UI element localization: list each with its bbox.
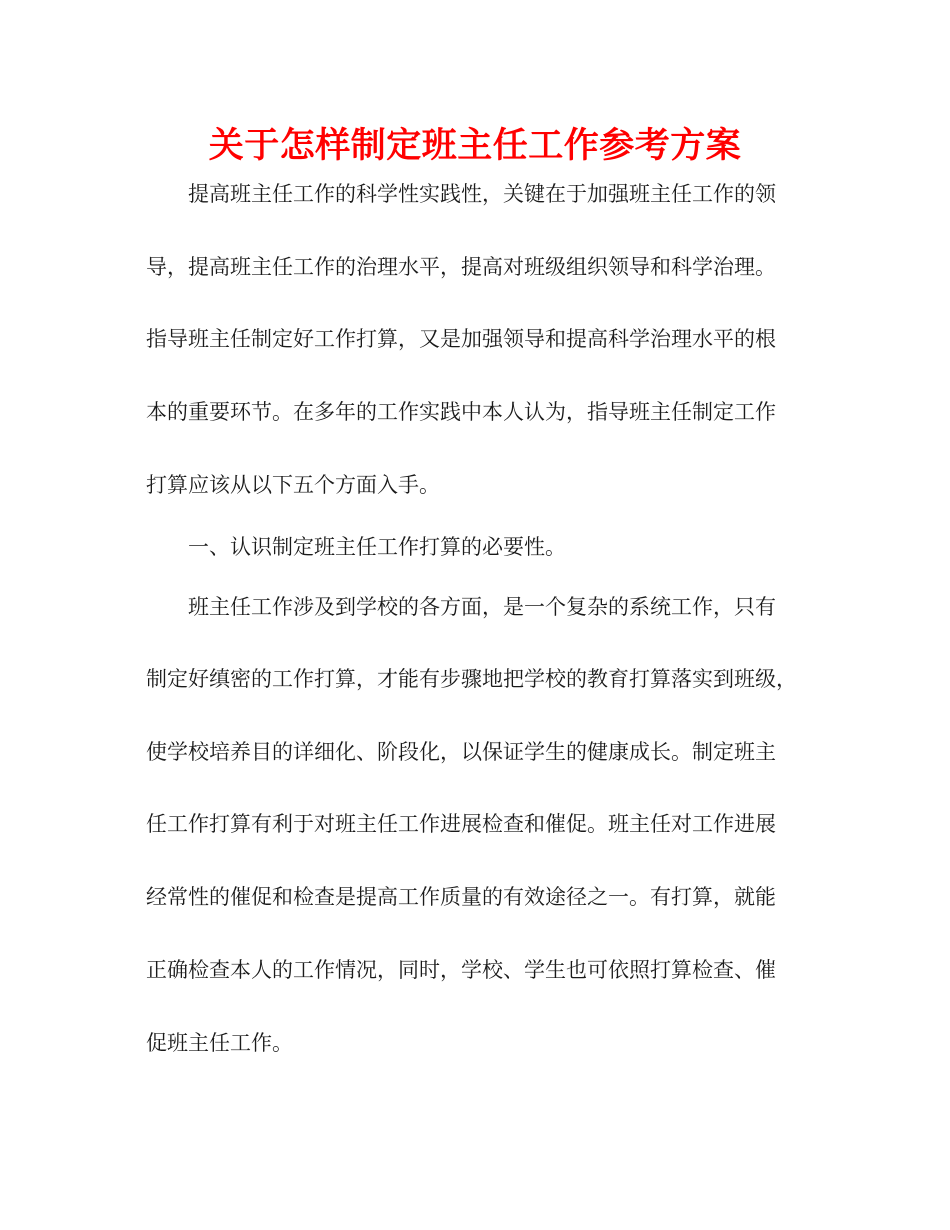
line-text: 指导班主任制定好工作打算，又是加强领导和提高科学治理水平的根 — [146, 327, 776, 351]
line-text: 本的重要环节。在多年的工作实践中本人认为，指导班主任制定工作 — [146, 400, 776, 424]
line-text: 制定好缜密的工作打算，才能有步骤地把学校的教育打算落实到班级， — [146, 667, 797, 691]
line-text: 任工作打算有利于对班主任工作进展检查和催促。班主任对工作进展 — [146, 812, 776, 836]
line-text: 打算应该从以下五个方面入手。 — [146, 473, 440, 497]
line-text: 班主任工作涉及到学校的各方面，是一个复杂的系统工作，只有 — [188, 595, 776, 619]
line-text: 经常性的催促和检查是提高工作质量的有效途径之一。有打算，就能 — [146, 885, 776, 909]
line-text: 导，提高班主任工作的治理水平，提高对班级组织领导和科学治理。 — [146, 255, 776, 279]
document-title: 关于怎样制定班主任工作参考方案 — [208, 126, 742, 166]
line-text: 提高班主任工作的科学性实践性，关键在于加强班主任工作的领 — [188, 182, 776, 206]
line-text: 正确检查本人的工作情况，同时，学校、学生也可依照打算检查、催 — [146, 958, 776, 982]
line-text: 一、认识制定班主任工作打算的必要性。 — [188, 535, 566, 559]
line-text: 使学校培养目的详细化、阶段化，以保证学生的健康成长。制定班主 — [146, 740, 776, 764]
line-text: 促班主任工作。 — [146, 1031, 293, 1055]
